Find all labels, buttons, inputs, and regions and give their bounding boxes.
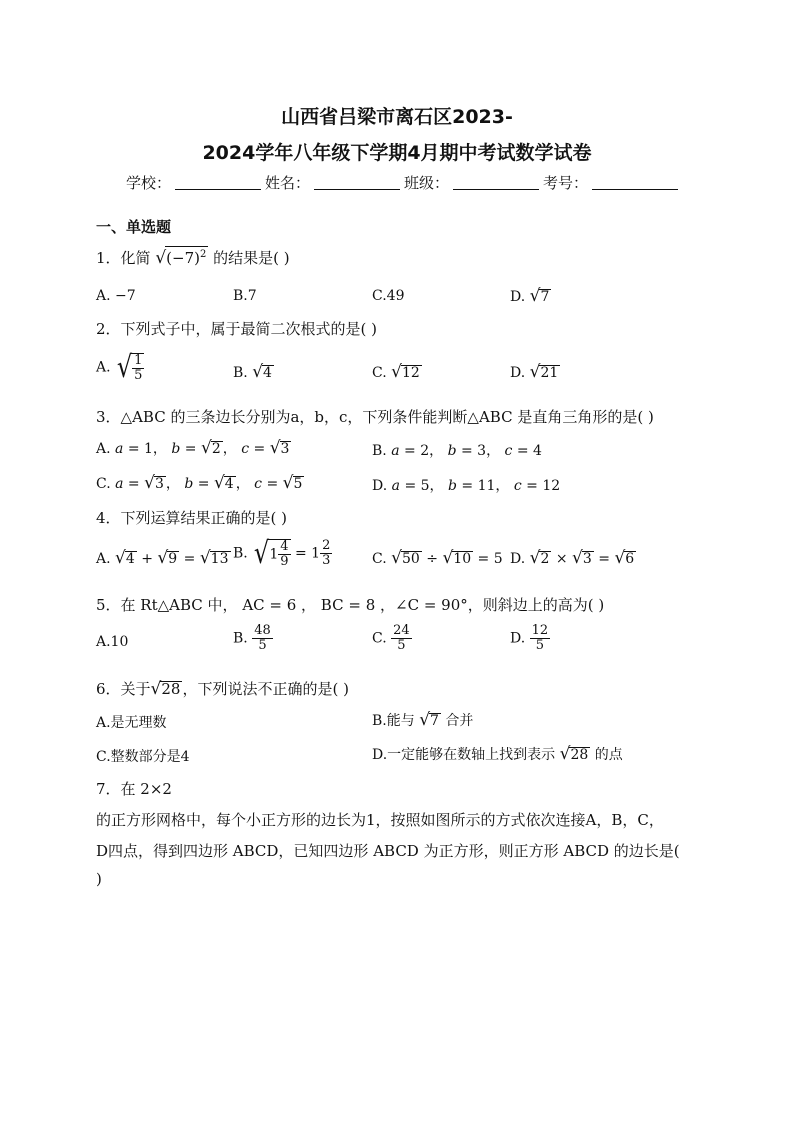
question-1: 1．化简 $√(-7)^2$ 的结果是( ) (96, 248, 290, 268)
q1-option-a[interactable]: A. −7 (96, 288, 136, 304)
question-7-line3: D四点，得到四边形 ABCD，已知四边形 ABCD 为正方形，则正方形 ABCD 的边长是( (96, 842, 680, 860)
q4-option-c[interactable]: C. √50 ÷ √10 = 5 (372, 548, 503, 568)
q3-option-c[interactable]: C. a = √3 ， b = √4 ， c = √5 (96, 473, 303, 493)
question-7-line4: ) (96, 870, 102, 888)
question-2: 2．下列式子中，属于最简二次根式的是( ) (96, 320, 378, 338)
q4-option-b[interactable]: B. √1 $\frac{4}{9}$ = 1 $\frac{2}{3}$ (233, 536, 331, 571)
exam-title-line1: 山西省吕梁市离石区2023- (281, 106, 513, 128)
question-3: 3．△ABC 的三条边长分别为a，b，c，下列条件能判断△ABC 是直角三角形的是( ) (96, 408, 654, 426)
q3-option-d[interactable]: D. a = 5， b = 11， c = 12 (372, 478, 561, 494)
q3-option-a[interactable]: A. a = 1， b = √2 ， c = √3 (96, 438, 290, 458)
q6-option-a[interactable]: A.是无理数 (96, 715, 167, 731)
school-field[interactable] (175, 175, 261, 190)
q1-prefix: 1．化简 (96, 249, 151, 267)
q2-option-d[interactable]: D. √21 (510, 362, 559, 382)
q4-option-d[interactable]: D. √2 × √3 = √6 (510, 548, 635, 568)
q1-option-d[interactable]: D. √7 (510, 286, 550, 306)
q3-option-b[interactable]: B. a = 2， b = 3， c = 4 (372, 443, 542, 459)
class-field[interactable] (453, 175, 539, 190)
name-field[interactable] (314, 175, 400, 190)
class-label: 班级： (404, 174, 450, 192)
q6-option-b[interactable]: B.能与 √7 合并 (372, 710, 474, 730)
name-label: 姓名： (265, 174, 311, 192)
number-label: 考号： (543, 174, 589, 192)
question-6: 6．关于√28 ，下列说法不正确的是( ) (96, 679, 349, 699)
q2-option-b[interactable]: B. √4 (233, 362, 272, 382)
question-4: 4．下列运算结果正确的是( ) (96, 509, 288, 527)
q5-option-d[interactable]: D. $\frac{12}{5}$ (510, 623, 549, 653)
section-heading: 一、单选题 (96, 218, 172, 236)
q1-radical: $(-7)^2$ (165, 246, 208, 266)
q5-option-c[interactable]: C. $\frac{24}{5}$ (372, 623, 410, 653)
q4-option-a[interactable]: A. √4 + √9 = √13 (96, 548, 229, 568)
q6-option-c[interactable]: C.整数部分是4 (96, 749, 190, 765)
q1-suffix: 的结果是( ) (213, 249, 290, 267)
q2-option-a[interactable]: A. √ $\frac{1}{5}$ (96, 350, 143, 385)
number-field[interactable] (592, 175, 678, 190)
q6-option-d[interactable]: D.一定能够在数轴上找到表示 √28 的点 (372, 744, 623, 764)
question-5: 5．在 Rt△ABC 中， AC = 6 ， BC = 8 ，∠C = 90°，则斜边上的高为( ) (96, 596, 605, 614)
student-info-row (126, 172, 682, 193)
question-7-line1: 7．在 2×2 (96, 780, 172, 798)
question-7-line2: 的正方形网格中，每个小正方形的边长为1，按照如图所示的方式依次连接A，B，C， (96, 811, 664, 829)
q2-option-c[interactable]: C. √12 (372, 362, 420, 382)
q1-option-b[interactable]: B.7 (233, 288, 257, 304)
school-label: 学校： (126, 174, 172, 192)
q5-option-a[interactable]: A.10 (96, 634, 129, 650)
q1-option-c[interactable]: C.49 (372, 288, 405, 304)
q5-option-b[interactable]: B. $\frac{48}{5}$ (233, 623, 271, 653)
exam-title-line2: 2024学年八年级下学期4月期中考试数学试卷 (202, 142, 592, 164)
